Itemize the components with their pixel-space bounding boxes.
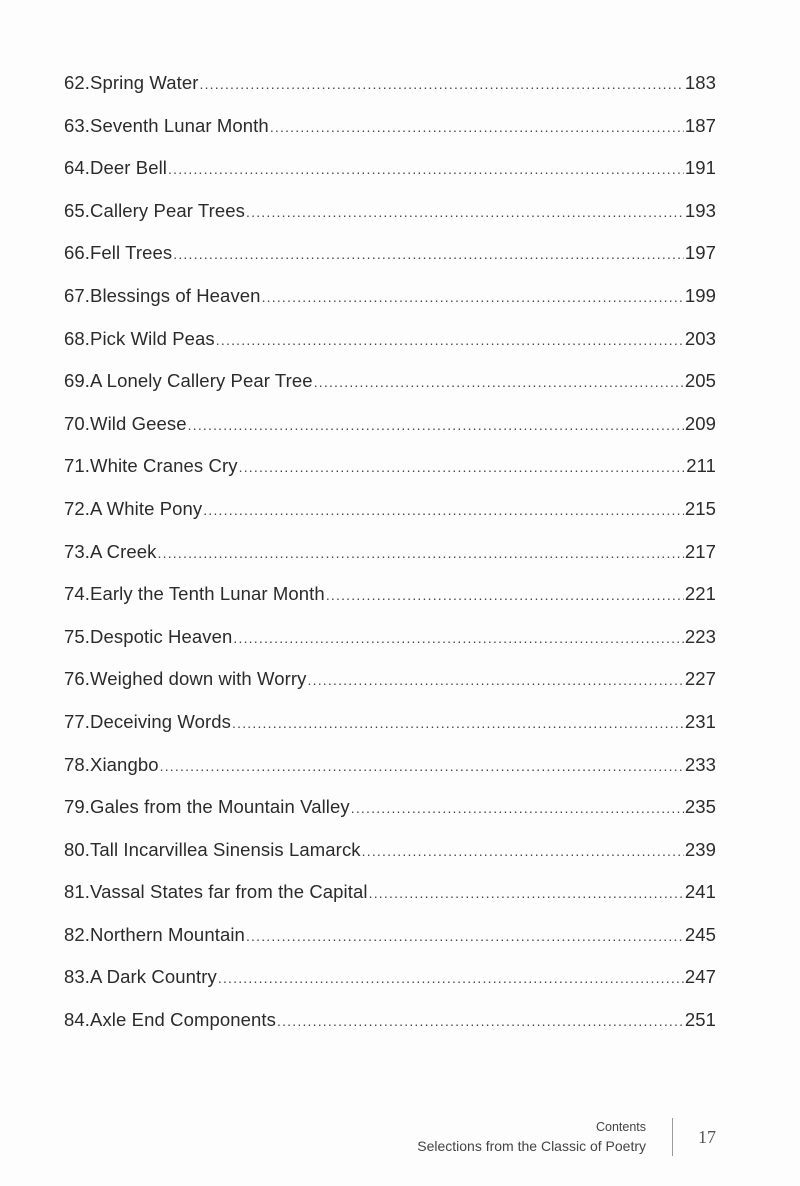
toc-entry — [64, 72, 716, 115]
toc-entry-page: 251 — [684, 1009, 716, 1031]
toc-entry-title: 77.Deceiving Words — [64, 710, 232, 732]
toc-entry-page: 193 — [684, 199, 716, 221]
table-of-contents — [64, 72, 716, 1052]
toc-entry — [64, 285, 716, 328]
toc-dot-leader — [158, 545, 684, 561]
toc-dot-leader — [203, 502, 684, 518]
toc-entry-title: 69.A Lonely Callery Pear Tree — [64, 370, 313, 392]
toc-dot-leader — [200, 76, 684, 92]
toc-dot-leader — [233, 630, 683, 646]
toc-entry-title: 65.Callery Pear Trees — [64, 199, 246, 221]
toc-entry-page: 205 — [684, 370, 716, 392]
toc-dot-leader — [326, 587, 684, 603]
toc-entry-title: 78.Xiangbo — [64, 753, 159, 775]
toc-dot-leader — [173, 246, 684, 262]
toc-dot-leader — [262, 289, 684, 305]
toc-entry — [64, 455, 716, 498]
toc-dot-leader — [314, 374, 684, 390]
toc-entry-title: 82.Northern Mountain — [64, 923, 245, 945]
page-number: 17 — [698, 1127, 716, 1147]
toc-entry-title: 76.Weighed down with Worry — [64, 668, 307, 690]
toc-entry-title: 64.Deer Bell — [64, 157, 168, 179]
toc-entry — [64, 583, 716, 626]
toc-entry-page: 247 — [684, 966, 716, 988]
toc-entry-page: 241 — [684, 881, 716, 903]
toc-entry-title: 63.Seventh Lunar Month — [64, 114, 269, 136]
toc-dot-leader — [369, 885, 684, 901]
toc-entry — [64, 200, 716, 243]
toc-entry-page: 215 — [684, 497, 716, 519]
toc-entry-page: 217 — [684, 540, 716, 562]
toc-entry-page: 223 — [684, 625, 716, 647]
toc-entry — [64, 966, 716, 1009]
toc-entry-title: 79.Gales from the Mountain Valley — [64, 796, 350, 818]
toc-entry — [64, 242, 716, 285]
toc-dot-leader — [246, 204, 684, 220]
toc-dot-leader — [239, 459, 686, 475]
toc-entry-title: 67.Blessings of Heaven — [64, 284, 261, 306]
running-footer — [417, 1118, 646, 1156]
footer-divider — [672, 1118, 673, 1156]
toc-entry-title: 71.White Cranes Cry — [64, 455, 238, 477]
toc-entry — [64, 711, 716, 754]
toc-entry-title: 62.Spring Water — [64, 72, 199, 93]
toc-entry — [64, 115, 716, 158]
toc-entry-title: 73.A Creek — [64, 540, 157, 562]
toc-entry-page: 203 — [684, 327, 716, 349]
toc-entry-page: 227 — [684, 668, 716, 690]
toc-entry-title: 83.A Dark Country — [64, 966, 217, 988]
toc-entry-page: 187 — [684, 114, 716, 136]
toc-dot-leader — [246, 928, 684, 944]
toc-entry-title: 68.Pick Wild Peas — [64, 327, 215, 349]
toc-entry-title: 81.Vassal States far from the Capital — [64, 881, 368, 903]
toc-entry — [64, 754, 716, 797]
toc-entry-page: 221 — [684, 583, 716, 605]
page-footer — [380, 1118, 720, 1162]
toc-dot-leader — [362, 843, 684, 859]
toc-entry-title: 74.Early the Tenth Lunar Month — [64, 583, 325, 605]
toc-entry-page: 231 — [684, 710, 716, 732]
toc-entry — [64, 328, 716, 371]
toc-entry — [64, 541, 716, 584]
toc-dot-leader — [351, 800, 684, 816]
toc-entry — [64, 1009, 716, 1052]
toc-entry — [64, 498, 716, 541]
toc-entry — [64, 881, 716, 924]
toc-entry-title: 75.Despotic Heaven — [64, 625, 233, 647]
toc-entry-title: 72.A White Pony — [64, 497, 203, 519]
toc-dot-leader — [160, 758, 684, 774]
toc-dot-leader — [188, 417, 684, 433]
toc-entry — [64, 626, 716, 669]
toc-entry-page: 199 — [684, 284, 716, 306]
toc-entry — [64, 413, 716, 456]
toc-entry-title: 80.Tall Incarvillea Sinensis Lamarck — [64, 838, 361, 860]
toc-entry-page: 209 — [684, 412, 716, 434]
toc-entry — [64, 796, 716, 839]
toc-entry-page: 197 — [684, 242, 716, 264]
toc-dot-leader — [218, 970, 684, 986]
toc-dot-leader — [216, 332, 684, 348]
toc-dot-leader — [232, 715, 684, 731]
toc-dot-leader — [270, 119, 684, 135]
toc-entry-title: 84.Axle End Components — [64, 1009, 276, 1031]
toc-entry — [64, 370, 716, 413]
toc-entry-page: 245 — [684, 923, 716, 945]
toc-entry-title: 70.Wild Geese — [64, 412, 187, 434]
footer-book-title: Selections from the Classic of Poetry — [417, 1138, 646, 1154]
toc-entry-page: 183 — [684, 72, 716, 93]
toc-entry-page: 211 — [686, 455, 716, 477]
toc-entry — [64, 924, 716, 967]
footer-section-label: Contents — [595, 1120, 646, 1134]
toc-dot-leader — [168, 161, 684, 177]
toc-entry — [64, 668, 716, 711]
toc-entry-page: 233 — [684, 753, 716, 775]
toc-entry-page: 239 — [684, 838, 716, 860]
toc-entry-page: 235 — [684, 796, 716, 818]
toc-entry — [64, 839, 716, 882]
toc-entry-page: 191 — [684, 157, 716, 179]
toc-entry — [64, 157, 716, 200]
toc-dot-leader — [308, 672, 684, 688]
toc-dot-leader — [277, 1013, 684, 1029]
toc-entry-title: 66.Fell Trees — [64, 242, 173, 264]
